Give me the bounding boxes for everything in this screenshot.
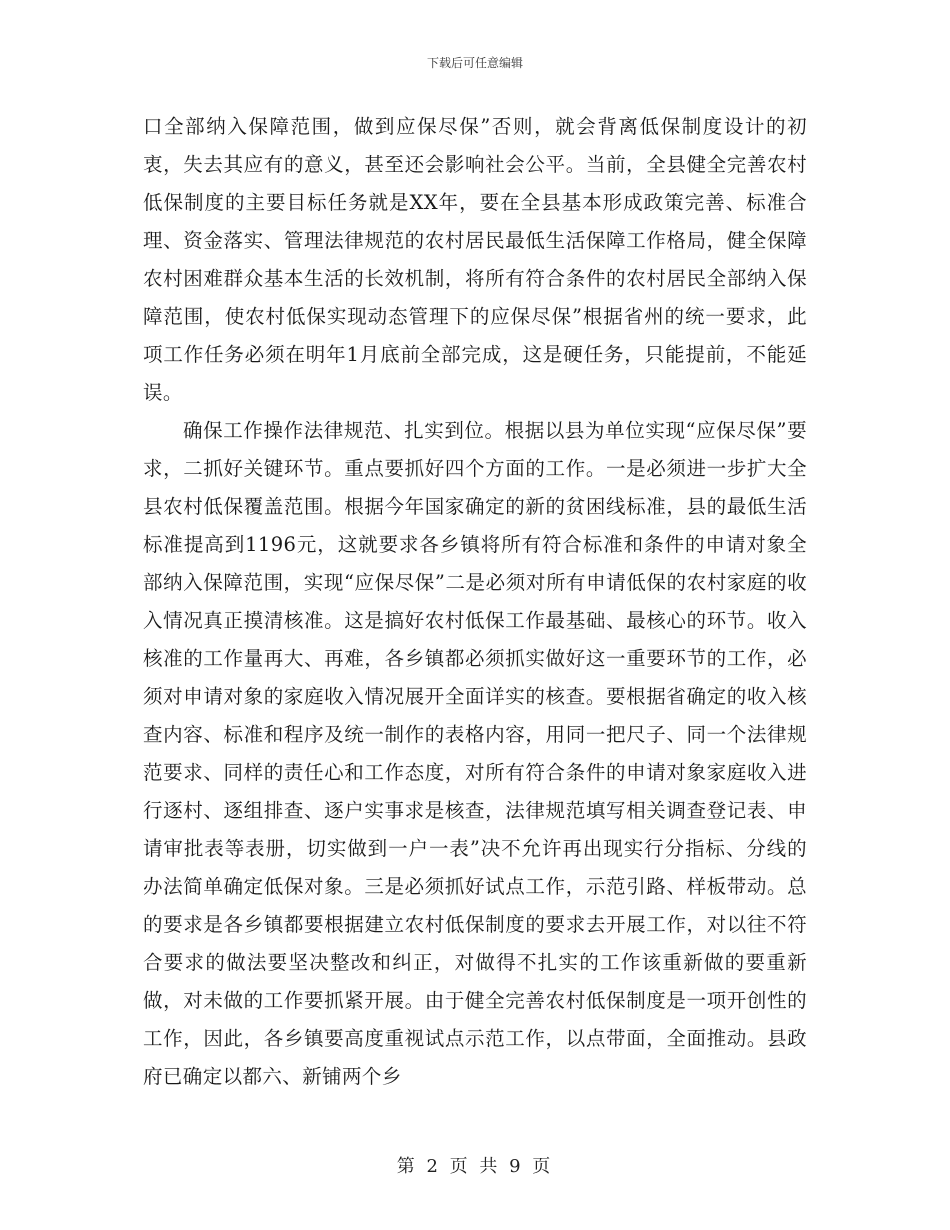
- paragraph-2: 确保工作操作法律规范、扎实到位。根据以县为单位实现“应保尽保”要求，二抓好关键环节。重点要抓好四个方面的工作。一是必须进一步扩大全县农村低保覆盖范围。根据今年国家确定的新的贫困线标准，县的最低生活标准提高到1196元，这就要求各乡镇将所有符合标准和条件的申请对象全部纳入保障范围，实现“应保尽保”二是必须对所有申请低保的农村家庭的收入情况真正摸清核准。这是搞好农村低保工作最基础、最核心的环节。收入核准的工作量再大、再难，各乡镇都必须抓实做好这一重要环节的工作，必须对申请对象的家庭收入情况展开全面详实的核查。要根据省确定的收入核查内容、标准和程序及统一制作的表格内容，用同一把尺子、同一个法律规范要求、同样的责任心和工作态度，对所有符合条件的申请对象家庭收入进行逐村、逐组排查、逐户实事求是核查，法律规范填写相关调查登记表、申请审批表等表册，切实做到一户一表”决不允许再出现实行分指标、分线的办法简单确定低保对象。三是必须抓好试点工作，示范引路、样板带动。总的要求是各乡镇都要根据建立农村低保制度的要求去开展工作，对以往不符合要求的做法要坚决整改和纠正，对做得不扎实的工作该重新做的要重新做，对未做的工作要抓紧开展。由于健全完善农村低保制度是一项开创性的工作，因此，各乡镇要高度重视试点示范工作，以点带面，全面推动。县政府已确定以都六、新铺两个乡: [143, 419, 807, 1088]
- paragraph-1: 口全部纳入保障范围，做到应保尽保”否则，就会背离低保制度设计的初衷，失去其应有的意义，甚至还会影响社会公平。当前，全县健全完善农村低保制度的主要目标任务就是XX年，要在全县基本形成政策完善、标准合理、资金落实、管理法律规范的农村居民最低生活保障工作格局，健全保障农村困难群众基本生活的长效机制，将所有符合条件的农村居民全部纳入保障范围，使农村低保实现动态管理下的应保尽保”根据省州的统一要求，此项工作任务必须在明年1月底前全部完成，这是硬任务，只能提前，不能延误。: [143, 115, 807, 404]
- page-header: 下载后可任意编辑: [426, 56, 523, 70]
- page-footer: 第 2 页 共 9 页: [396, 1156, 554, 1177]
- body-text: [143, 108, 807, 1096]
